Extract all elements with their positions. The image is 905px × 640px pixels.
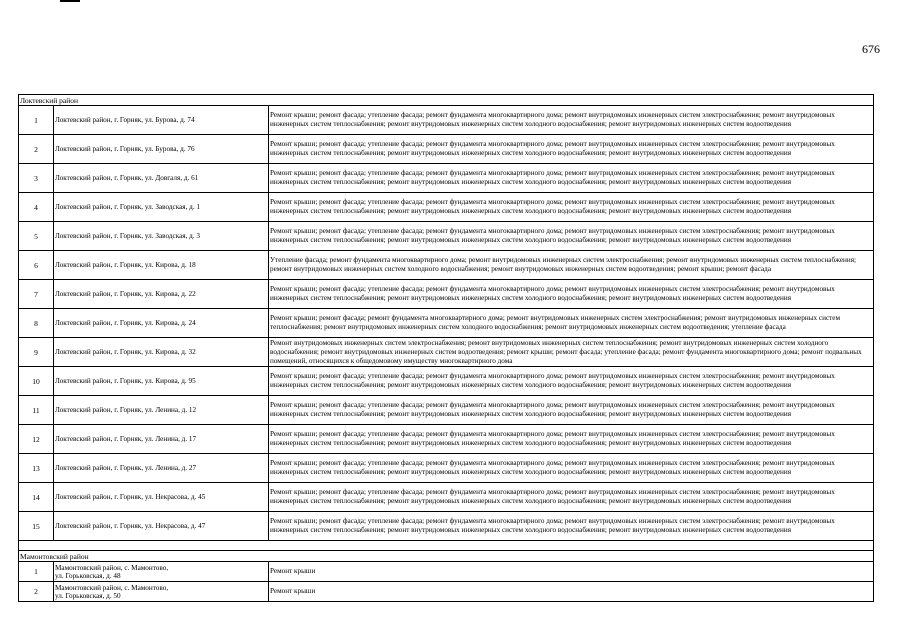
table-row — [19, 483, 874, 512]
row-number: 2 — [19, 582, 54, 602]
table-row — [19, 562, 874, 582]
row-number: 3 — [19, 164, 54, 193]
row-address: Локтевский район, г. Горняк, ул. Бурова, д. 76 — [54, 135, 269, 164]
row-number: 6 — [19, 251, 54, 280]
row-number: 14 — [19, 483, 54, 512]
row-address-line2: ул. Горьковская, д. 50 — [55, 591, 121, 600]
table-row — [19, 454, 874, 483]
row-address — [54, 562, 269, 582]
section-header-row — [19, 95, 874, 106]
table-row — [19, 309, 874, 338]
section-spacer — [19, 541, 874, 551]
row-address-line2: ул. Горьковская, д. 48 — [55, 571, 121, 580]
table-row — [19, 164, 874, 193]
row-number: 8 — [19, 309, 54, 338]
row-number: 5 — [19, 222, 54, 251]
row-address: Локтевский район, г. Горняк, ул. Довгаля, д. 61 — [54, 164, 269, 193]
row-number: 12 — [19, 425, 54, 454]
row-work: Ремонт крыши; ремонт фасада; утепление фасада; ремонт фундамента многоквартирного дома; ремонт внутридомовых инженерных систем электроснабжения; ремонт внутридомовых инженерных систем теплоснабжения; ремонт внутридомовых инженерных систем холодного водоснабжения; ремонт внутридомовых инженерных систем водоотведения — [269, 454, 874, 483]
row-address: Локтевский район, г. Горняк, ул. Заводская, д. 3 — [54, 222, 269, 251]
section-title: Мамонтовский район — [19, 551, 874, 562]
corner-mark — [60, 0, 80, 2]
row-work: Ремонт крыши; ремонт фасада; утепление фасада; ремонт фундамента многоквартирного дома; ремонт внутридомовых инженерных систем электроснабжения; ремонт внутридомовых инженерных систем теплоснабжения; ремонт внутридомовых инженерных систем холодного водоснабжения; ремонт внутридомовых инженерных систем водоотведения — [269, 425, 874, 454]
row-address: Локтевский район, г. Горняк, ул. Некрасова, д. 47 — [54, 512, 269, 541]
table-row — [19, 425, 874, 454]
table-row — [19, 280, 874, 309]
row-work: Ремонт крыши — [269, 582, 874, 602]
row-address: Локтевский район, г. Горняк, ул. Кирова, д. 32 — [54, 338, 269, 367]
row-address: Локтевский район, г. Горняк, ул. Ленина, д. 17 — [54, 425, 269, 454]
row-address — [54, 582, 269, 602]
row-work: Ремонт крыши; ремонт фасада; утепление фасада; ремонт фундамента многоквартирного дома; ремонт внутридомовых инженерных систем электроснабжения; ремонт внутридомовых инженерных систем теплоснабжения; ремонт внутридомовых инженерных систем холодного водоснабжения; ремонт внутридомовых инженерных систем водоотведения — [269, 367, 874, 396]
row-work: Ремонт крыши; ремонт фасада; утепление фасада; ремонт фундамента многоквартирного дома; ремонт внутридомовых инженерных систем электроснабжения; ремонт внутридомовых инженерных систем теплоснабжения; ремонт внутридомовых инженерных систем холодного водоснабжения; ремонт внутридомовых инженерных систем водоотведения — [269, 164, 874, 193]
row-work: Ремонт крыши; ремонт фасада; утепление фасада; ремонт фундамента многоквартирного дома; ремонт внутридомовых инженерных систем электроснабжения; ремонт внутридомовых инженерных систем теплоснабжения; ремонт внутридомовых инженерных систем холодного водоснабжения; ремонт внутридомовых инженерных систем водоотведения — [269, 512, 874, 541]
table-row — [19, 106, 874, 135]
row-number: 13 — [19, 454, 54, 483]
table-row — [19, 582, 874, 602]
row-number: 4 — [19, 193, 54, 222]
row-work: Ремонт крыши; ремонт фасада; утепление фасада; ремонт фундамента многоквартирного дома; ремонт внутридомовых инженерных систем электроснабжения; ремонт внутридомовых инженерных систем теплоснабжения; ремонт внутридомовых инженерных систем холодного водоснабжения; ремонт внутридомовых инженерных систем водоотведения — [269, 106, 874, 135]
table-row — [19, 338, 874, 367]
table-row — [19, 367, 874, 396]
row-work: Ремонт крыши; ремонт фасада; утепление фасада; ремонт фундамента многоквартирного дома; ремонт внутридомовых инженерных систем электроснабжения; ремонт внутридомовых инженерных систем теплоснабжения; ремонт внутридомовых инженерных систем холодного водоснабжения; ремонт внутридомовых инженерных систем водоотведения — [269, 193, 874, 222]
row-address: Локтевский район, г. Горняк, ул. Бурова, д. 74 — [54, 106, 269, 135]
row-work: Утепление фасада; ремонт фундамента многоквартирного дома; ремонт внутридомовых инженерных систем электроснабжения; ремонт внутридомовых инженерных систем теплоснабжения; ремонт внутридомовых инженерных систем холодного водоснабжения; ремонт внутридомовых инженерных систем водоотведения; ремонт крыши; ремонт фасада — [269, 251, 874, 280]
row-address-line1: Мамонтовский район, с. Мамонтово, — [55, 583, 169, 592]
page-number: 676 — [862, 42, 880, 56]
row-work: Ремонт крыши — [269, 562, 874, 582]
repair-table — [18, 94, 874, 602]
row-address: Локтевский район, г. Горняк, ул. Некрасова, д. 45 — [54, 483, 269, 512]
row-number: 15 — [19, 512, 54, 541]
row-work: Ремонт крыши; ремонт фасада; ремонт фундамента многоквартирного дома; ремонт внутридомовых инженерных систем электроснабжения; ремонт внутридомовых инженерных систем теплоснабжения; ремонт внутридомовых инженерных систем холодного водоснабжения; ремонт внутридомовых инженерных систем водоотведения; утепление фасада — [269, 309, 874, 338]
table-row — [19, 251, 874, 280]
row-number: 11 — [19, 396, 54, 425]
row-work: Ремонт крыши; ремонт фасада; утепление фасада; ремонт фундамента многоквартирного дома; ремонт внутридомовых инженерных систем электроснабжения; ремонт внутридомовых инженерных систем теплоснабжения; ремонт внутридомовых инженерных систем холодного водоснабжения; ремонт внутридомовых инженерных систем водоотведения — [269, 483, 874, 512]
row-work: Ремонт крыши; ремонт фасада; утепление фасада; ремонт фундамента многоквартирного дома; ремонт внутридомовых инженерных систем электроснабжения; ремонт внутридомовых инженерных систем теплоснабжения; ремонт внутридомовых инженерных систем холодного водоснабжения; ремонт внутридомовых инженерных систем водоотведения — [269, 222, 874, 251]
table-row — [19, 135, 874, 164]
row-work: Ремонт крыши; ремонт фасада; утепление фасада; ремонт фундамента многоквартирного дома; ремонт внутридомовых инженерных систем электроснабжения; ремонт внутридомовых инженерных систем теплоснабжения; ремонт внутридомовых инженерных систем холодного водоснабжения; ремонт внутридомовых инженерных систем водоотведения — [269, 396, 874, 425]
row-address: Локтевский район, г. Горняк, ул. Ленина, д. 27 — [54, 454, 269, 483]
table-row — [19, 193, 874, 222]
section-title: Локтевский район — [19, 95, 874, 106]
row-number: 9 — [19, 338, 54, 367]
table-row — [19, 512, 874, 541]
row-work: Ремонт крыши; ремонт фасада; утепление фасада; ремонт фундамента многоквартирного дома; ремонт внутридомовых инженерных систем электроснабжения; ремонт внутридомовых инженерных систем теплоснабжения; ремонт внутридомовых инженерных систем холодного водоснабжения; ремонт внутридомовых инженерных систем водоотведения — [269, 135, 874, 164]
row-number: 1 — [19, 562, 54, 582]
row-work: Ремонт крыши; ремонт фасада; утепление фасада; ремонт фундамента многоквартирного дома; ремонт внутридомовых инженерных систем электроснабжения; ремонт внутридомовых инженерных систем теплоснабжения; ремонт внутридомовых инженерных систем холодного водоснабжения; ремонт внутридомовых инженерных систем водоотведения — [269, 280, 874, 309]
row-address-line1: Мамонтовский район, с. Мамонтово, — [55, 563, 169, 572]
row-number: 10 — [19, 367, 54, 396]
row-number: 1 — [19, 106, 54, 135]
row-address: Локтевский район, г. Горняк, ул. Кирова, д. 18 — [54, 251, 269, 280]
row-address: Локтевский район, г. Горняк, ул. Заводская, д. 1 — [54, 193, 269, 222]
row-address: Локтевский район, г. Горняк, ул. Ленина, д. 12 — [54, 396, 269, 425]
table-row — [19, 222, 874, 251]
row-number: 7 — [19, 280, 54, 309]
row-address: Локтевский район, г. Горняк, ул. Кирова, д. 24 — [54, 309, 269, 338]
row-address: Локтевский район, г. Горняк, ул. Кирова, д. 95 — [54, 367, 269, 396]
row-number: 2 — [19, 135, 54, 164]
section-header-row — [19, 551, 874, 562]
table-row — [19, 396, 874, 425]
row-work: Ремонт внутридомовых инженерных систем электроснабжения; ремонт внутридомовых инженерных систем теплоснабжения; ремонт внутридомовых инженерных систем холодного водоснабжения; ремонт внутридомовых инженерных систем водоотведения; ремонт крыши; ремонт фасада; утепление фасада; ремонт фундамента многоквартирного дома; ремонт подвальных помещений, относящихся к общедомовому имуществу многоквартирного дома — [269, 338, 874, 367]
row-address: Локтевский район, г. Горняк, ул. Кирова, д. 22 — [54, 280, 269, 309]
